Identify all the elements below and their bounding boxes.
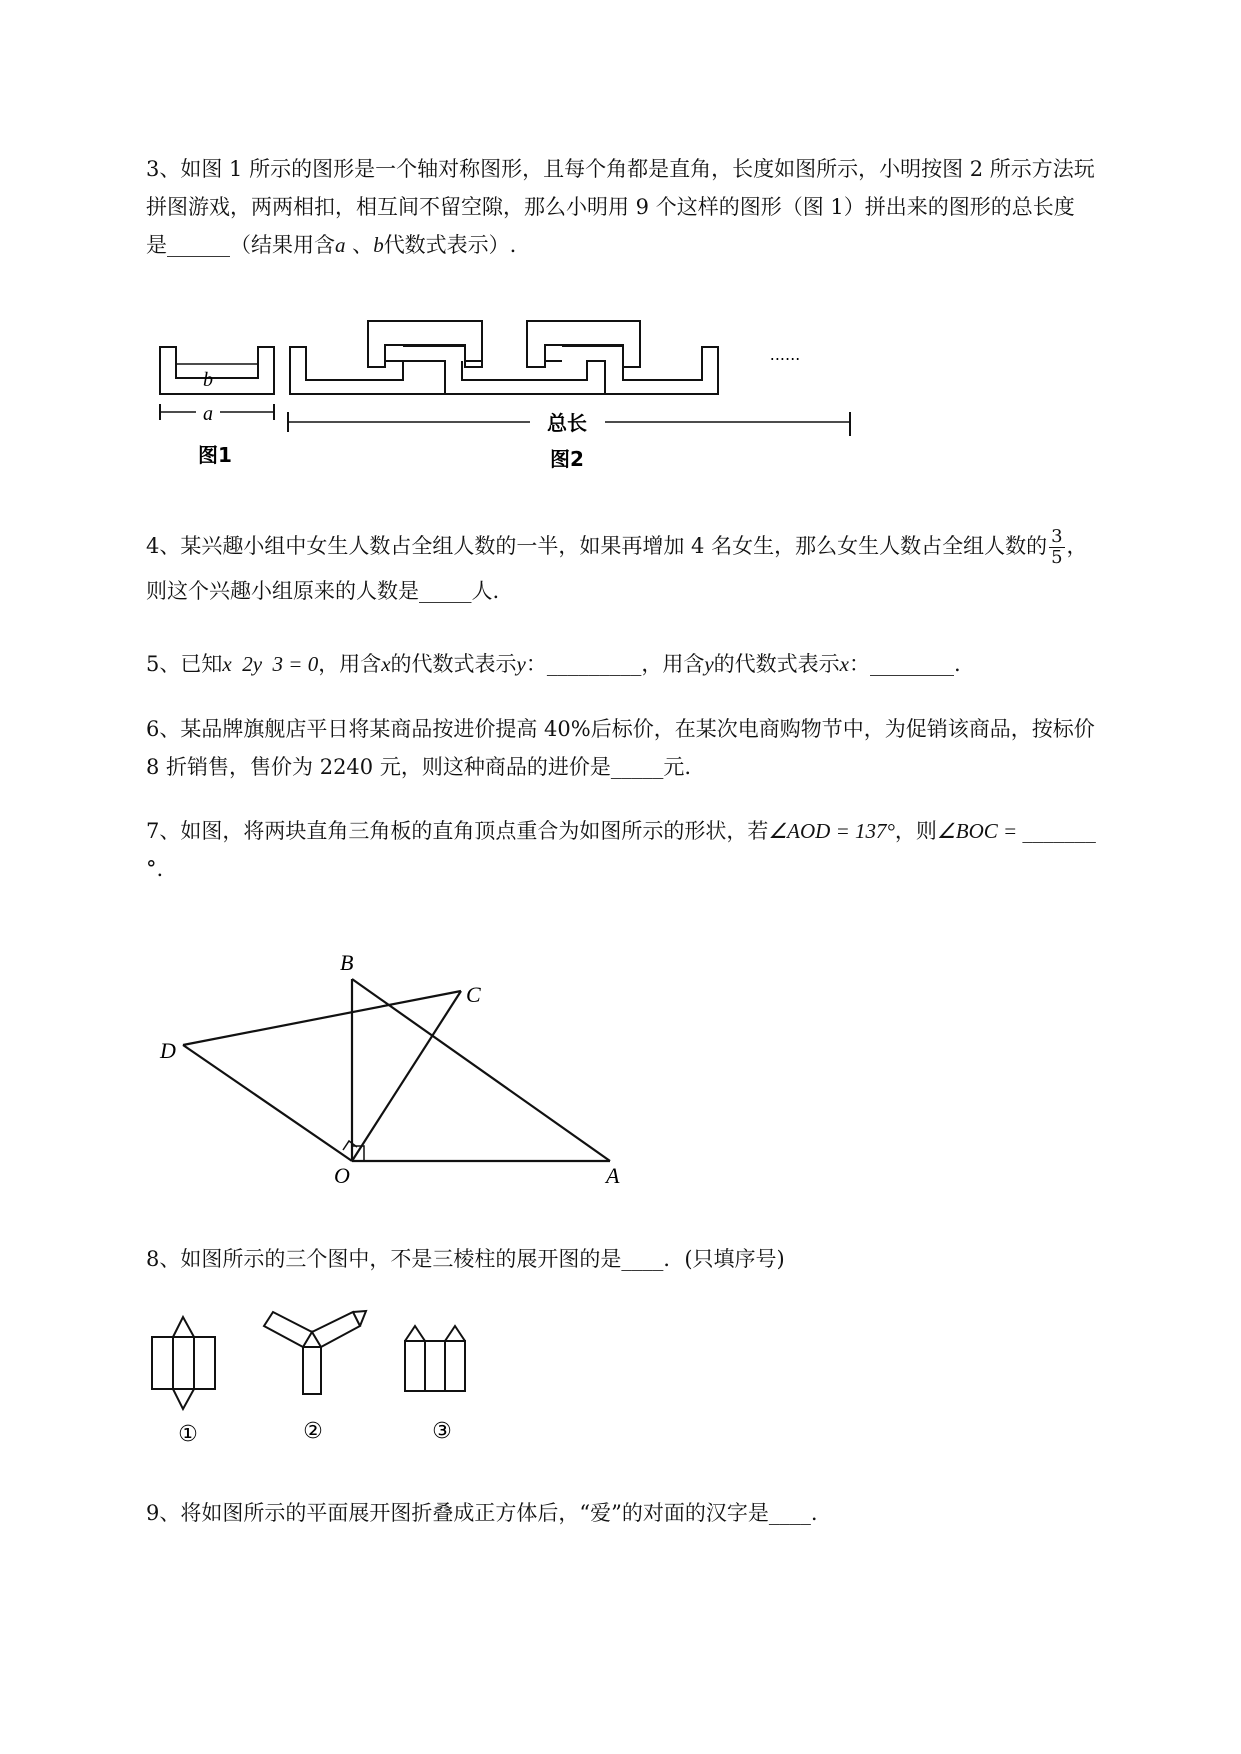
label-b: b — [203, 369, 213, 391]
question-9: 9、将如图所示的平面展开图折叠成正方体后，“爱”的对面的汉字是____. — [146, 1501, 818, 1525]
angle-aod: ∠AOD = 137° — [768, 819, 895, 843]
net-3-rect — [405, 1341, 465, 1391]
question-6-line-1: 6、某品牌旗舰店平日将某商品按进价提高 40%后标价，在某次电商购物节中，为促销该商品，按标价 — [146, 717, 1095, 741]
equation: x 2y 3 = 0 — [222, 652, 319, 676]
question-8: 8、如图所示的三个图中，不是三棱柱的展开图的是____．(只填序号) — [146, 1247, 785, 1271]
net-3-triangle-1 — [405, 1326, 425, 1341]
net-label-3: ③ — [432, 1419, 452, 1444]
fraction-3-5: $\frac{3}{5}$ — [1051, 526, 1063, 568]
angle-boc: ∠BOC = — [936, 819, 1023, 843]
ellipsis: ...... — [769, 345, 801, 364]
total-length-label: 总长 — [547, 411, 587, 435]
label-O: O — [334, 1163, 350, 1188]
question-5: 5、已知x 2y 3 = 0，用含x的代数式表示y：_________，用含y的代数式表示x：________. — [146, 652, 961, 676]
question-4-line-1: 4、某兴趣小组中女生人数占全组人数的一半，如果再增加 4 名女生，那么女生人数占全组人数的 $\frac{3}{5}$ ， — [146, 526, 1088, 568]
net-2-center-triangle — [303, 1332, 321, 1347]
question-3-line-1: 3、如图 1 所示的图形是一个轴对称图形，且每个角都是直角，长度如图所示，小明按图 2 所示方法玩 — [146, 157, 1095, 181]
question-7-line-2: °. — [146, 857, 164, 881]
label-B: B — [340, 950, 354, 975]
net-1-rect — [152, 1337, 215, 1389]
net-2-right-arm — [312, 1312, 360, 1347]
question-3-line-3: 是______（结果用含a 、b代数式表示）. — [146, 233, 517, 257]
variable-a: a — [335, 233, 346, 257]
net-1-top-triangle — [173, 1317, 194, 1337]
net-label-1: ① — [178, 1422, 198, 1447]
label-C: C — [466, 982, 481, 1007]
net-label-2: ② — [303, 1419, 323, 1444]
label-a: a — [203, 403, 213, 425]
question-6-line-2: 8 折销售，售价为 2240 元，则这种商品的进价是_____元. — [146, 755, 692, 779]
label-A: A — [606, 1163, 620, 1188]
question-3-line-2: 拼图游戏，两两相扣，相互间不留空隙，那么小明用 9 个这样的图形（图 1）拼出来的图形的总长度 — [146, 195, 1075, 219]
net-2-stem — [303, 1347, 321, 1394]
net-1-bottom-triangle — [173, 1389, 194, 1409]
label-D: D — [160, 1038, 176, 1063]
caption-figure-1: 图1 — [198, 443, 232, 467]
net-2-left-arm — [264, 1312, 312, 1347]
variable-b: b — [373, 233, 384, 257]
net-3-triangle-2 — [445, 1326, 465, 1341]
caption-figure-2: 图2 — [550, 447, 584, 471]
question-4-line-2: 则这个兴趣小组原来的人数是_____人. — [146, 579, 500, 603]
question-7-line-1: 7、如图，将两块直角三角板的直角顶点重合为如图所示的形状，若∠AOD = 137°，则∠BOC = _______ — [146, 819, 1096, 843]
